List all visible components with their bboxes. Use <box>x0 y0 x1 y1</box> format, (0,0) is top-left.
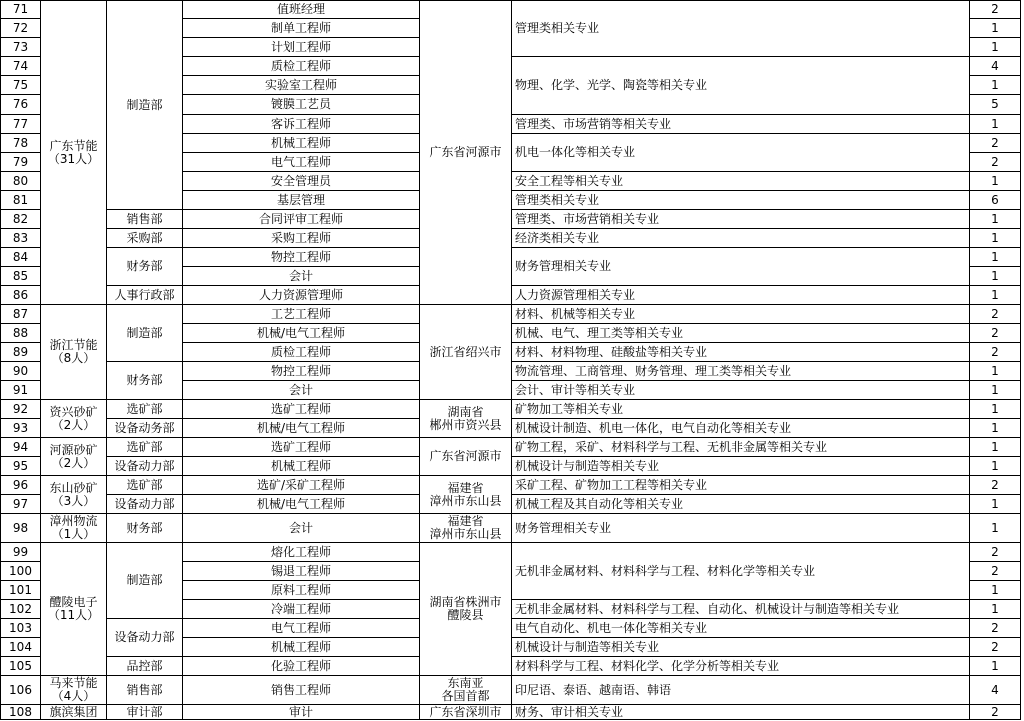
location-cell-line: 福建省 <box>447 514 484 528</box>
company-cell <box>40 0 107 305</box>
department-cell: 设备动力部 <box>106 618 183 657</box>
position-cell: 选矿工程师 <box>182 399 420 419</box>
department-cell: 销售部 <box>106 209 183 229</box>
count-cell: 1 <box>969 380 1021 400</box>
position-cell: 机械/电气工程师 <box>182 494 420 514</box>
company-cell-line: 旗滨集团 <box>49 704 98 719</box>
row-number: 72 <box>0 18 41 38</box>
count-cell: 2 <box>969 637 1021 657</box>
major-cell: 电气自动化、机电一体化等相关专业 <box>511 618 970 638</box>
row-number: 96 <box>0 475 41 495</box>
position-cell: 原料工程师 <box>182 580 420 600</box>
position-cell: 会计 <box>182 266 420 286</box>
major-cell: 管理类、市场营销等相关专业 <box>511 114 970 134</box>
position-cell: 机械/电气工程师 <box>182 418 420 438</box>
major-cell: 财务、审计相关专业 <box>511 704 970 720</box>
row-number: 76 <box>0 94 41 115</box>
major-cell: 机械设计与制造等相关专业 <box>511 637 970 657</box>
count-cell: 1 <box>969 171 1021 191</box>
location-cell <box>419 475 512 514</box>
position-cell: 基层管理 <box>182 190 420 210</box>
count-cell: 2 <box>969 0 1021 19</box>
company-cell-line: 资兴砂矿 <box>49 404 98 419</box>
department-cell: 选矿部 <box>106 399 183 419</box>
position-cell: 安全管理员 <box>182 171 420 191</box>
row-number: 92 <box>0 399 41 419</box>
location-cell-line: 广东省深圳市 <box>429 704 502 719</box>
location-cell-line: 广东省河源市 <box>429 449 502 463</box>
count-cell: 2 <box>969 133 1021 153</box>
department-cell: 财务部 <box>106 513 183 543</box>
department-cell: 审计部 <box>106 704 183 720</box>
location-cell-line: 福建省 <box>447 480 484 495</box>
row-number: 106 <box>0 675 41 705</box>
department-cell: 财务部 <box>106 361 183 400</box>
major-cell: 机械设计制造、机电一体化，电气自动化等相关专业 <box>511 418 970 438</box>
count-cell: 1 <box>969 209 1021 229</box>
count-cell: 1 <box>969 114 1021 134</box>
department-cell: 选矿部 <box>106 475 183 495</box>
count-cell: 1 <box>969 266 1021 286</box>
company-cell-line: （2人） <box>51 417 96 432</box>
major-cell: 财务管理相关专业 <box>511 513 970 543</box>
major-cell: 采矿工程、矿物加工工程等相关专业 <box>511 475 970 495</box>
major-cell: 管理类相关专业 <box>511 190 970 210</box>
position-cell: 化验工程师 <box>182 656 420 676</box>
position-cell: 熔化工程师 <box>182 542 420 562</box>
row-number: 84 <box>0 247 41 267</box>
count-cell: 2 <box>969 304 1021 324</box>
major-cell: 财务管理相关专业 <box>511 247 970 286</box>
row-number: 97 <box>0 494 41 514</box>
position-cell: 计划工程师 <box>182 37 420 57</box>
company-cell-line: （3人） <box>51 493 96 508</box>
row-number: 74 <box>0 56 41 76</box>
row-number: 103 <box>0 618 41 638</box>
row-number: 93 <box>0 418 41 438</box>
major-cell: 管理类、市场营销相关专业 <box>511 209 970 229</box>
count-cell: 2 <box>969 342 1021 362</box>
row-number: 75 <box>0 75 41 95</box>
position-cell: 机械/电气工程师 <box>182 323 420 343</box>
department-cell: 品控部 <box>106 656 183 676</box>
company-cell-line: 漳州物流 <box>49 514 98 528</box>
count-cell: 2 <box>969 542 1021 562</box>
major-cell: 管理类相关专业 <box>511 0 970 57</box>
count-cell: 2 <box>969 561 1021 581</box>
department-cell: 设备动务部 <box>106 418 183 438</box>
position-cell: 客诉工程师 <box>182 114 420 134</box>
position-cell: 机械工程师 <box>182 637 420 657</box>
company-cell <box>40 704 107 720</box>
company-cell <box>40 475 107 514</box>
major-cell: 安全工程等相关专业 <box>511 171 970 191</box>
row-number: 88 <box>0 323 41 343</box>
row-number: 99 <box>0 542 41 562</box>
count-cell: 1 <box>969 656 1021 676</box>
department-cell: 选矿部 <box>106 437 183 457</box>
company-cell-line: 东山砂矿 <box>49 480 98 495</box>
major-cell: 物流管理、工商管理、财务管理、理工类等相关专业 <box>511 361 970 381</box>
count-cell: 2 <box>969 704 1021 720</box>
row-number: 81 <box>0 190 41 210</box>
position-cell: 物控工程师 <box>182 247 420 267</box>
position-cell: 质检工程师 <box>182 342 420 362</box>
major-cell: 机电一体化等相关专业 <box>511 133 970 172</box>
major-cell: 矿物工程，采矿、材料科学与工程、无机非金属等相关专业 <box>511 437 970 457</box>
count-cell: 1 <box>969 361 1021 381</box>
count-cell: 2 <box>969 618 1021 638</box>
row-number: 79 <box>0 152 41 172</box>
position-cell: 销售工程师 <box>182 675 420 705</box>
row-number: 98 <box>0 513 41 543</box>
position-cell: 选矿工程师 <box>182 437 420 457</box>
count-cell: 1 <box>969 228 1021 248</box>
department-cell: 设备动力部 <box>106 456 183 476</box>
row-number: 77 <box>0 114 41 134</box>
major-cell: 无机非金属材料、材料科学与工程、自动化、机械设计与制造等相关专业 <box>511 599 970 619</box>
department-cell: 销售部 <box>106 675 183 705</box>
company-cell <box>40 513 107 543</box>
row-number: 94 <box>0 437 41 457</box>
company-cell-line: （2人） <box>51 455 96 470</box>
count-cell: 1 <box>969 37 1021 57</box>
location-cell <box>419 704 512 720</box>
major-cell: 人力资源管理相关专业 <box>511 285 970 305</box>
location-cell-line: 湖南省株洲市 <box>429 595 502 609</box>
department-cell: 制造部 <box>106 542 183 619</box>
major-cell: 印尼语、泰语、越南语、韩语 <box>511 675 970 705</box>
location-cell <box>419 0 512 305</box>
position-cell: 质检工程师 <box>182 56 420 76</box>
row-number: 100 <box>0 561 41 581</box>
department-cell: 制造部 <box>106 304 183 362</box>
count-cell: 1 <box>969 399 1021 419</box>
location-cell-line: 漳州市东山县 <box>429 493 502 508</box>
position-cell: 人力资源管理师 <box>182 285 420 305</box>
major-cell: 机械工程及其自动化等相关专业 <box>511 494 970 514</box>
count-cell: 1 <box>969 437 1021 457</box>
company-cell-line: （31人） <box>47 151 100 166</box>
row-number: 105 <box>0 656 41 676</box>
row-number: 104 <box>0 637 41 657</box>
location-cell <box>419 675 512 705</box>
company-cell-line: （11人） <box>47 608 100 622</box>
count-cell: 2 <box>969 323 1021 343</box>
location-cell-line: 郴州市资兴县 <box>429 417 502 432</box>
row-number: 91 <box>0 380 41 400</box>
location-cell <box>419 437 512 476</box>
count-cell: 1 <box>969 18 1021 38</box>
major-cell: 会计、审计等相关专业 <box>511 380 970 400</box>
position-cell: 锡退工程师 <box>182 561 420 581</box>
major-cell: 材料、材料物理、硅酸盐等相关专业 <box>511 342 970 362</box>
row-number: 95 <box>0 456 41 476</box>
count-cell: 2 <box>969 152 1021 172</box>
company-cell-line: （8人） <box>51 351 96 365</box>
department-cell: 采购部 <box>106 228 183 248</box>
position-cell: 实验室工程师 <box>182 75 420 95</box>
position-cell: 物控工程师 <box>182 361 420 381</box>
row-number: 82 <box>0 209 41 229</box>
location-cell-line: 各国首都 <box>441 689 490 703</box>
position-cell: 会计 <box>182 380 420 400</box>
row-number: 102 <box>0 599 41 619</box>
row-number: 73 <box>0 37 41 57</box>
position-cell: 制单工程师 <box>182 18 420 38</box>
count-cell: 5 <box>969 94 1021 115</box>
company-cell-line: （4人） <box>51 689 96 703</box>
company-cell <box>40 304 107 400</box>
department-cell: 财务部 <box>106 247 183 286</box>
company-cell-line: 广东节能 <box>49 138 98 153</box>
row-number: 87 <box>0 304 41 324</box>
position-cell: 采购工程师 <box>182 228 420 248</box>
location-cell-line: 广东省河源市 <box>429 145 502 159</box>
count-cell: 2 <box>969 475 1021 495</box>
row-number: 108 <box>0 704 41 720</box>
row-number: 78 <box>0 133 41 153</box>
position-cell: 工艺工程师 <box>182 304 420 324</box>
count-cell: 1 <box>969 285 1021 305</box>
count-cell: 4 <box>969 56 1021 76</box>
company-cell-line: 马来节能 <box>49 676 98 690</box>
location-cell <box>419 399 512 438</box>
row-number: 85 <box>0 266 41 286</box>
major-cell: 材料、机械等相关专业 <box>511 304 970 324</box>
major-cell: 材料科学与工程、材料化学、化学分析等相关专业 <box>511 656 970 676</box>
count-cell: 1 <box>969 418 1021 438</box>
row-number: 80 <box>0 171 41 191</box>
count-cell: 1 <box>969 456 1021 476</box>
position-cell: 会计 <box>182 513 420 543</box>
company-cell <box>40 399 107 438</box>
count-cell: 1 <box>969 247 1021 267</box>
count-cell: 4 <box>969 675 1021 705</box>
position-cell: 值班经理 <box>182 0 420 19</box>
location-cell-line: 醴陵县 <box>447 608 484 622</box>
location-cell-line: 东南亚 <box>447 676 484 690</box>
position-cell: 电气工程师 <box>182 618 420 638</box>
count-cell: 1 <box>969 513 1021 543</box>
count-cell: 1 <box>969 599 1021 619</box>
position-cell: 合同评审工程师 <box>182 209 420 229</box>
position-cell: 冷端工程师 <box>182 599 420 619</box>
major-cell: 物理、化学、光学、陶瓷等相关专业 <box>511 56 970 115</box>
location-cell-line: 湖南省 <box>447 404 484 419</box>
position-cell: 镀膜工艺员 <box>182 94 420 115</box>
company-cell <box>40 675 107 705</box>
position-cell: 电气工程师 <box>182 152 420 172</box>
row-number: 83 <box>0 228 41 248</box>
company-cell-line: 浙江节能 <box>49 338 98 352</box>
major-cell: 经济类相关专业 <box>511 228 970 248</box>
location-cell <box>419 513 512 543</box>
row-number: 71 <box>0 0 41 19</box>
count-cell: 6 <box>969 190 1021 210</box>
major-cell: 无机非金属材料、材料科学与工程、材料化学等相关专业 <box>511 542 970 600</box>
position-cell: 机械工程师 <box>182 133 420 153</box>
count-cell: 1 <box>969 75 1021 95</box>
position-cell: 机械工程师 <box>182 456 420 476</box>
row-number: 101 <box>0 580 41 600</box>
company-cell <box>40 437 107 476</box>
row-number: 86 <box>0 285 41 305</box>
location-cell-line: 漳州市东山县 <box>429 527 502 541</box>
department-cell: 设备动力部 <box>106 494 183 514</box>
major-cell: 机械设计与制造等相关专业 <box>511 456 970 476</box>
count-cell: 1 <box>969 580 1021 600</box>
department-cell: 人事行政部 <box>106 285 183 305</box>
company-cell <box>40 542 107 676</box>
position-cell: 审计 <box>182 704 420 720</box>
count-cell: 1 <box>969 494 1021 514</box>
row-number: 89 <box>0 342 41 362</box>
row-number: 90 <box>0 361 41 381</box>
department-cell: 制造部 <box>106 0 183 210</box>
major-cell: 矿物加工等相关专业 <box>511 399 970 419</box>
company-cell-line: 醴陵电子 <box>49 595 98 609</box>
position-cell: 选矿/采矿工程师 <box>182 475 420 495</box>
location-cell-line: 浙江省绍兴市 <box>429 344 502 359</box>
company-cell-line: （1人） <box>51 527 96 541</box>
major-cell: 机械、电气、理工类等相关专业 <box>511 323 970 343</box>
location-cell <box>419 304 512 400</box>
company-cell-line: 河源砂矿 <box>49 442 98 457</box>
location-cell <box>419 542 512 676</box>
